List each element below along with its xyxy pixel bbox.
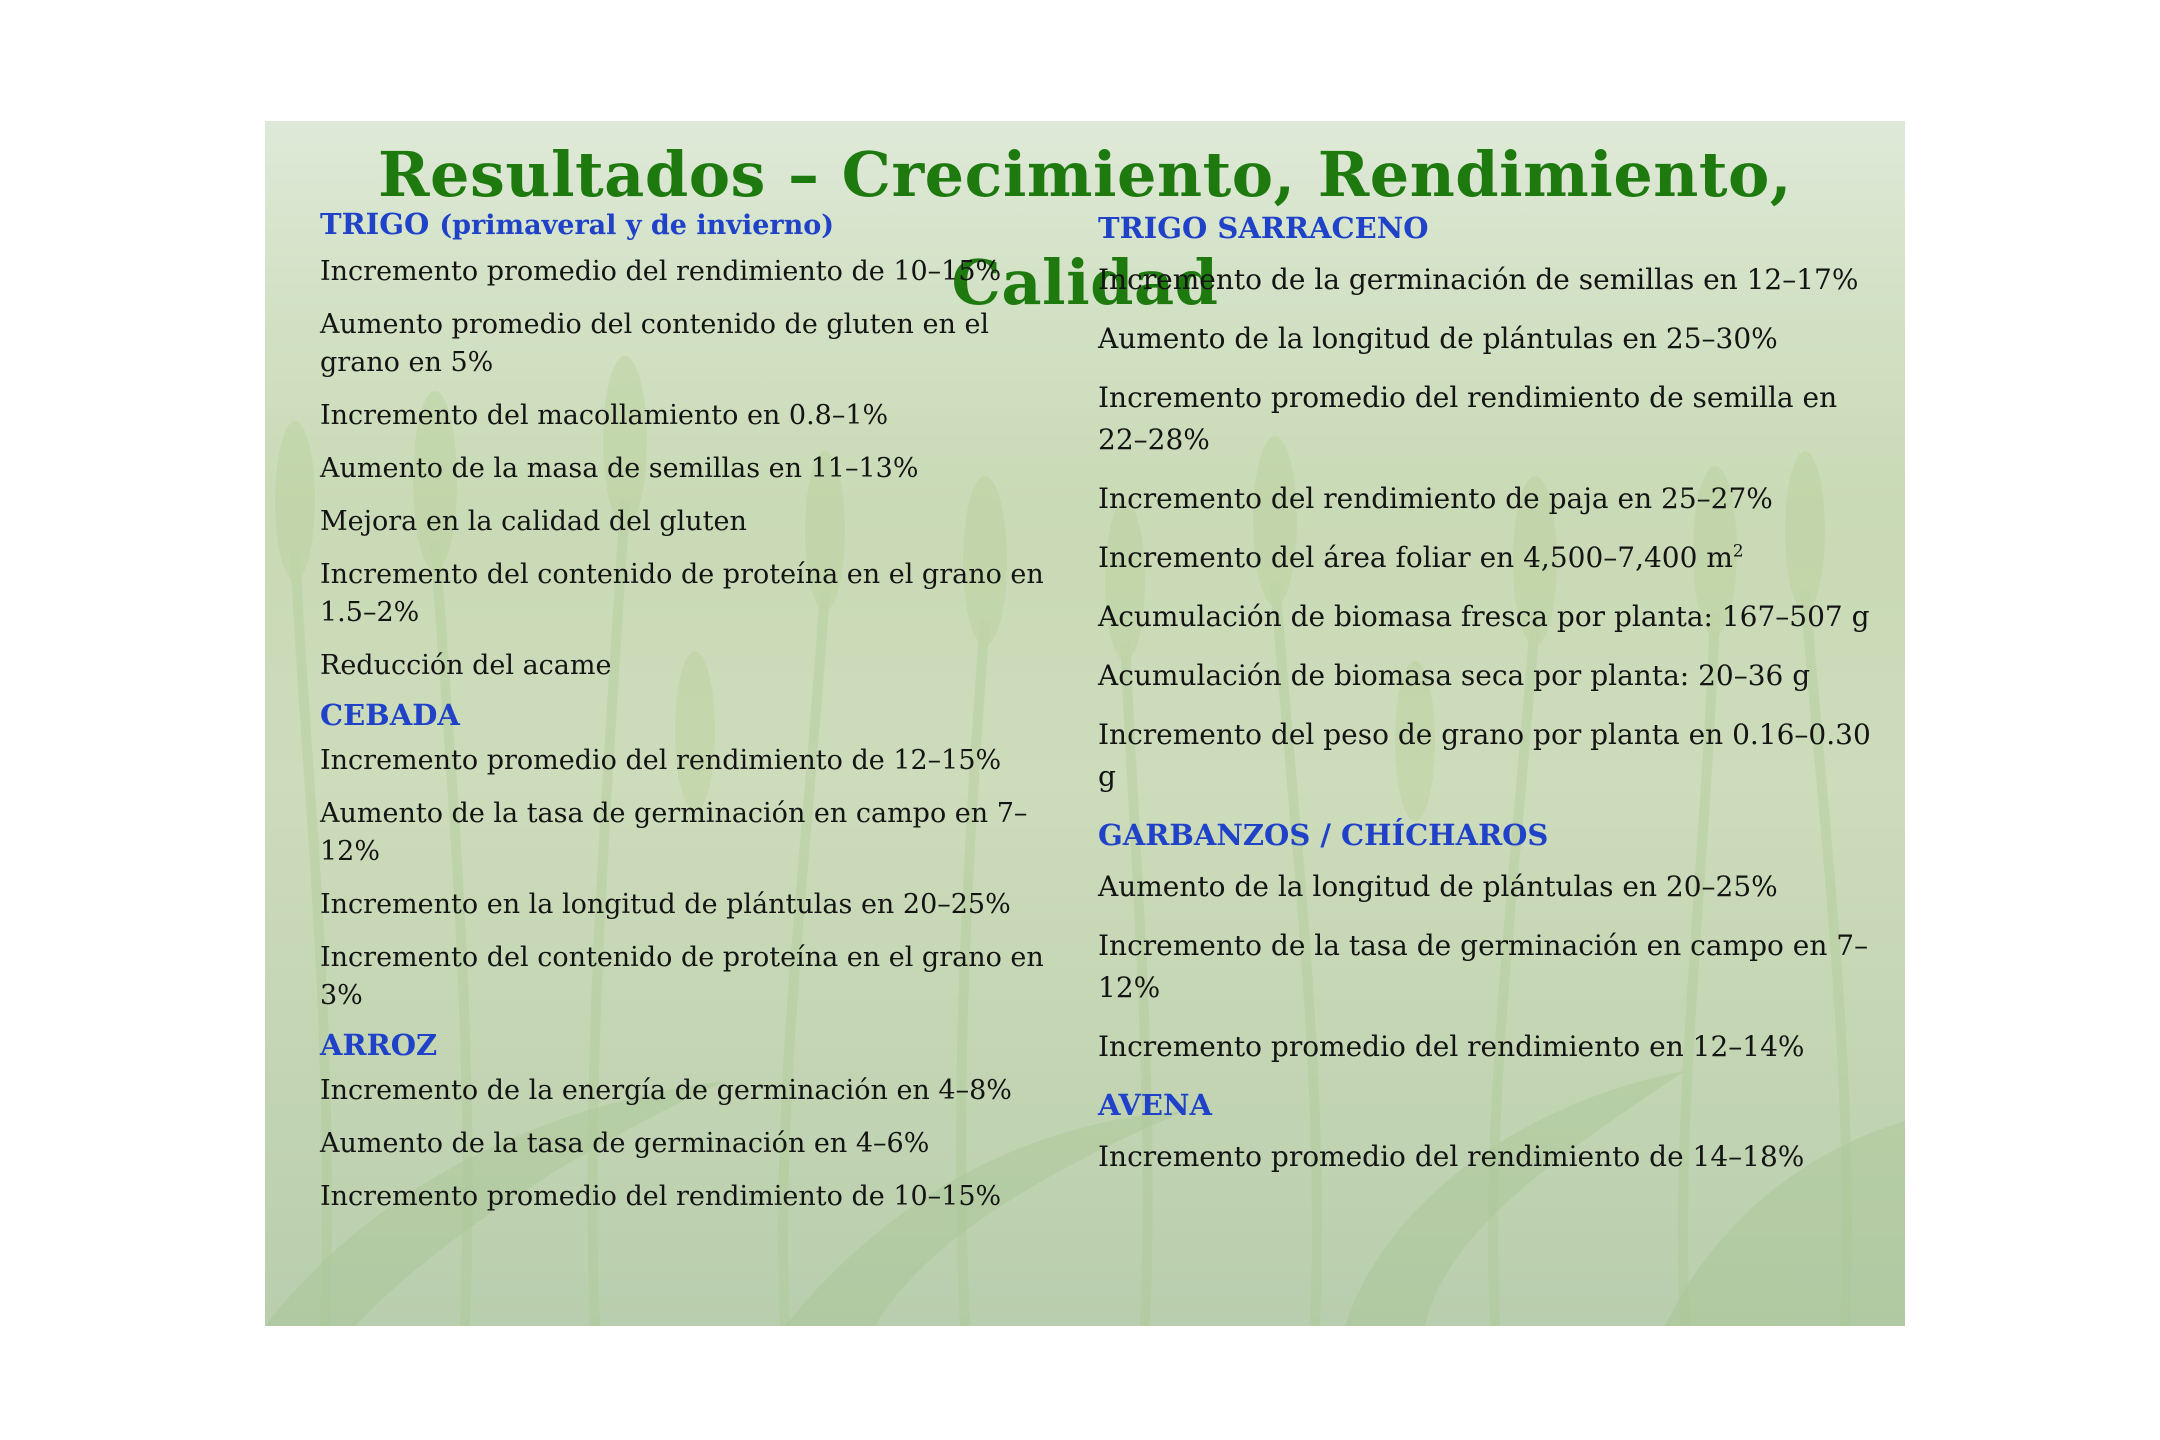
superscript-two: 2 bbox=[1732, 540, 1744, 561]
section-heading-peas: GARBANZOS / CHÍCHAROS bbox=[1098, 818, 1549, 852]
list-item: Aumento promedio del contenido de gluten en el grano en 5% bbox=[320, 309, 990, 378]
section-heading-oats: AVENA bbox=[1098, 1088, 1213, 1122]
list-item: Incremento de la germinación de semillas en 12–17% bbox=[1098, 263, 1859, 296]
list-item: Incremento promedio del rendimiento de semilla en 22–28% bbox=[1098, 381, 1838, 456]
list-item: Aumento de la tasa de germinación en campo en 7–12% bbox=[320, 798, 1028, 867]
list-item: Incremento del rendimiento de paja en 25–27% bbox=[1098, 482, 1773, 515]
list-item: Aumento de la tasa de germinación en 4–6% bbox=[320, 1128, 930, 1159]
list-item: Acumulación de biomasa seca por planta: 20–36 g bbox=[1098, 659, 1811, 692]
list-item: Aumento de la masa de semillas en 11–13% bbox=[320, 453, 919, 484]
section-heading-rice: ARROZ bbox=[320, 1028, 438, 1062]
list-item-leaf-area bbox=[1098, 537, 1873, 579]
list-item: Aumento de la longitud de plántulas en 25–30% bbox=[1098, 322, 1778, 355]
list-item: Reducción del acame bbox=[320, 650, 612, 681]
list-item: Aumento de la longitud de plántulas en 20–25% bbox=[1098, 870, 1778, 903]
list-item: Incremento promedio del rendimiento de 14–18% bbox=[1098, 1140, 1805, 1173]
section-heading-buckwheat: TRIGO SARRACENO bbox=[1098, 211, 1429, 245]
list-item: Incremento promedio del rendimiento de 12–15% bbox=[320, 745, 1002, 776]
leaf-area-text: Incremento del área foliar en 4,500–7,400 m bbox=[1098, 541, 1733, 574]
list-item: Incremento promedio del rendimiento de 10–15% bbox=[320, 256, 1002, 287]
slide bbox=[265, 121, 1905, 1326]
slide-title: Resultados – Crecimiento, Rendimiento, Calidad bbox=[378, 138, 1792, 319]
list-item: Mejora en la calidad del gluten bbox=[320, 506, 747, 537]
heading-wheat-sub: (primaveral y de invierno) bbox=[439, 210, 835, 241]
list-item: Incremento en la longitud de plántulas en 20–25% bbox=[320, 889, 1011, 920]
list-item: Incremento del peso de grano por planta en 0.16–0.30 g bbox=[1098, 718, 1871, 793]
list-item: Incremento de la tasa de germinación en campo en 7–12% bbox=[1098, 929, 1869, 1004]
list-item: Incremento promedio del rendimiento en 12–14% bbox=[1098, 1030, 1805, 1063]
list-item: Incremento de la energía de germinación en 4–8% bbox=[320, 1075, 1012, 1106]
list-item: Acumulación de biomasa fresca por planta: 167–507 g bbox=[1098, 600, 1870, 633]
left-column bbox=[320, 201, 1055, 1231]
heading-wheat-main: TRIGO bbox=[320, 207, 430, 241]
list-item: Incremento del contenido de proteína en el grano en 3% bbox=[320, 942, 1044, 1011]
right-column bbox=[1098, 206, 1873, 1195]
section-heading-wheat bbox=[320, 204, 1055, 246]
list-item: Incremento del contenido de proteína en el grano en 1.5–2% bbox=[320, 559, 1044, 628]
list-item: Incremento promedio del rendimiento de 10–15% bbox=[320, 1181, 1002, 1212]
section-heading-barley: CEBADA bbox=[320, 698, 460, 732]
list-item: Incremento del macollamiento en 0.8–1% bbox=[320, 400, 889, 431]
